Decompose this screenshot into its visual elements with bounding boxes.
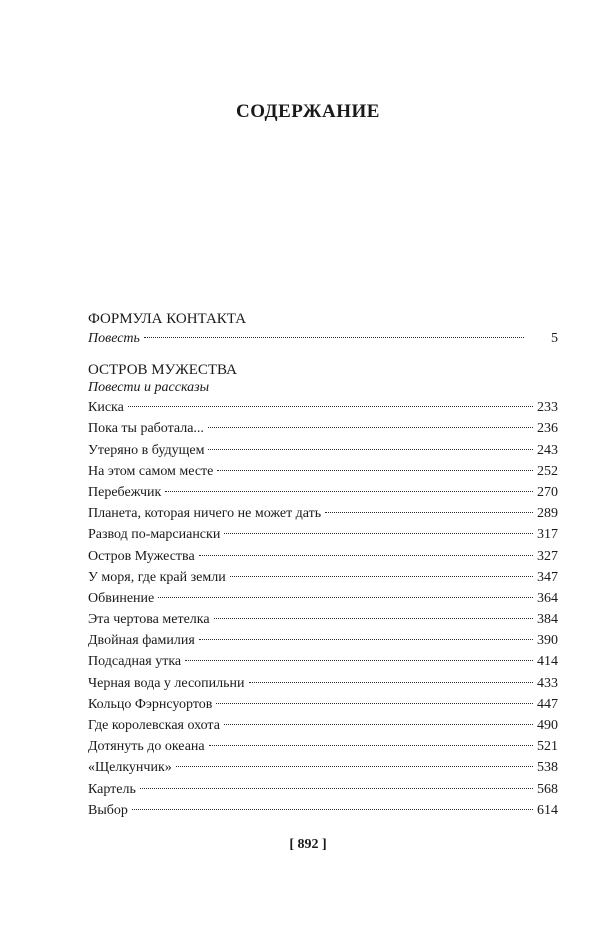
entry-page: 521 bbox=[537, 739, 558, 755]
page-title: СОДЕРЖАНИЕ bbox=[236, 101, 380, 122]
entry-page: 327 bbox=[537, 548, 558, 564]
toc-entry bbox=[88, 757, 558, 778]
toc-entry bbox=[88, 328, 558, 349]
dot-leader bbox=[217, 470, 533, 471]
toc-entry bbox=[88, 651, 558, 672]
entry-title: На этом самом месте bbox=[88, 463, 214, 479]
dot-leader bbox=[214, 618, 533, 619]
dot-leader bbox=[208, 427, 533, 428]
entry-page: 289 bbox=[537, 506, 558, 522]
dot-leader bbox=[140, 788, 533, 789]
entry-page: 414 bbox=[537, 654, 558, 670]
entry-title: Где королевская охота bbox=[88, 718, 220, 733]
entry-title: Планета, которая ничего не может дать bbox=[88, 506, 322, 522]
page-number: [ 892 ] bbox=[289, 837, 327, 852]
toc-entry bbox=[88, 461, 558, 482]
section-subheading: Повести и рассказы bbox=[88, 380, 210, 396]
toc-entry bbox=[88, 736, 558, 757]
entry-title: Перебежчик bbox=[88, 484, 162, 500]
entry-page: 317 bbox=[537, 527, 558, 543]
entry-title: Киска bbox=[88, 400, 124, 416]
entry-page: 347 bbox=[537, 569, 558, 585]
entry-page: 236 bbox=[537, 421, 558, 437]
entry-list bbox=[88, 397, 558, 821]
entry-title: Картель bbox=[88, 781, 136, 797]
entry-title: У моря, где край земли bbox=[88, 569, 226, 585]
entry-page: 270 bbox=[537, 484, 558, 500]
dot-leader bbox=[144, 337, 524, 338]
dot-leader bbox=[230, 576, 533, 577]
entry-title: Утеряно в будущем bbox=[88, 442, 205, 458]
toc-entry bbox=[88, 630, 558, 651]
table-of-contents bbox=[88, 310, 558, 821]
dot-leader bbox=[224, 724, 533, 725]
dot-leader bbox=[128, 406, 533, 407]
entry-title: Подсадная утка bbox=[88, 654, 182, 670]
entry-page: 538 bbox=[537, 760, 558, 776]
toc-entry bbox=[88, 482, 558, 503]
toc-entry bbox=[88, 524, 558, 545]
toc-entry bbox=[88, 440, 558, 461]
dot-leader bbox=[176, 766, 533, 767]
entry-title: Выбор bbox=[88, 802, 128, 818]
toc-section-island bbox=[88, 361, 558, 821]
toc-entry bbox=[88, 418, 558, 439]
dot-leader bbox=[132, 809, 533, 810]
entry-title: Дотянуть до океана bbox=[88, 739, 205, 755]
dot-leader bbox=[165, 491, 533, 492]
toc-entry bbox=[88, 609, 558, 630]
dot-leader bbox=[325, 512, 533, 513]
toc-entry bbox=[88, 503, 558, 524]
toc-entry bbox=[88, 800, 558, 821]
toc-entry bbox=[88, 567, 558, 588]
toc-entry bbox=[88, 779, 558, 800]
dot-leader bbox=[208, 449, 533, 450]
entry-page: 568 bbox=[537, 781, 558, 797]
entry-page: 233 bbox=[537, 400, 558, 416]
toc-entry bbox=[88, 397, 558, 418]
toc-entry bbox=[88, 694, 558, 715]
dot-leader bbox=[185, 660, 533, 661]
dot-leader bbox=[216, 703, 533, 704]
section-heading: ФОРМУЛА КОНТАКТА bbox=[88, 311, 247, 327]
dot-leader bbox=[199, 555, 533, 556]
toc-entry bbox=[88, 546, 558, 567]
entry-title: Черная вода у лесопильни bbox=[88, 675, 245, 691]
entry-page: 384 bbox=[537, 612, 558, 628]
entry-title: «Щелкунчик» bbox=[88, 760, 172, 776]
entry-page: 364 bbox=[537, 590, 558, 606]
entry-page: 5 bbox=[551, 331, 558, 346]
entry-page: 447 bbox=[537, 696, 558, 712]
entry-page: 252 bbox=[537, 463, 558, 479]
toc-entry bbox=[88, 673, 558, 694]
entry-title: Двойная фамилия bbox=[88, 633, 195, 649]
toc-entry bbox=[88, 588, 558, 609]
toc-section-formula bbox=[88, 310, 558, 349]
entry-title: Эта чертова метелка bbox=[88, 612, 210, 628]
entry-title: Остров Мужества bbox=[88, 548, 195, 564]
entry-page: 390 bbox=[537, 633, 558, 649]
entry-page: 243 bbox=[537, 442, 558, 458]
entry-title: Обвинение bbox=[88, 590, 155, 606]
entry-title: Кольцо Фэрнсуортов bbox=[88, 696, 213, 712]
entry-page: 614 bbox=[537, 802, 558, 818]
dot-leader bbox=[249, 682, 533, 683]
section-heading: ОСТРОВ МУЖЕСТВА bbox=[88, 362, 237, 379]
entry-page: 433 bbox=[537, 675, 558, 691]
entry-title: Пока ты работала... bbox=[88, 421, 204, 437]
entry-page: 490 bbox=[537, 718, 558, 733]
dot-leader bbox=[158, 597, 533, 598]
entry-title: Развод по-марсиански bbox=[88, 527, 221, 543]
entry-title: Повесть bbox=[88, 331, 140, 346]
dot-leader bbox=[199, 639, 533, 640]
toc-entry bbox=[88, 715, 558, 736]
dot-leader bbox=[209, 745, 533, 746]
dot-leader bbox=[224, 533, 533, 534]
